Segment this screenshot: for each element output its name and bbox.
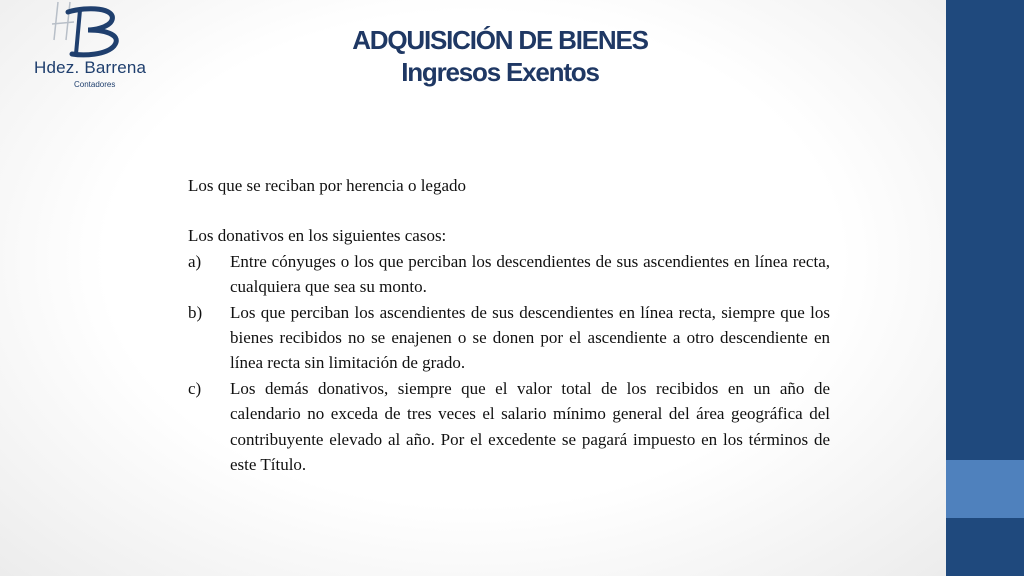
right-accent-block xyxy=(946,460,1024,518)
list-marker: a) xyxy=(188,251,202,271)
company-logo xyxy=(28,0,148,100)
list-item-b xyxy=(188,300,830,376)
paragraph-spacer xyxy=(188,198,830,223)
title-line-1: ADQUISICIÓN DE BIENES xyxy=(352,25,648,55)
logo-name: Hdez. Barrena xyxy=(34,58,147,77)
slide-body xyxy=(188,173,830,477)
logo-monogram-icon xyxy=(28,0,148,62)
list-marker: b) xyxy=(188,302,203,322)
list-item-c xyxy=(188,376,830,478)
list-item-text: Los demás donativos, siempre que el valor total de los recibidos en un año de calendario no exceda de tres veces el salario mínimo general del área geográfica del contribuyente elevado al año. Por el excedente se pagará impuesto en los términos de este Título. xyxy=(230,378,830,475)
list-marker: c) xyxy=(188,378,202,398)
list-item-text: Los que perciban los ascendientes de sus descendientes en línea recta, siempre que los bienes recibidos no se enajenen o se donen por el ascendiente a otro descendiente en línea recta sin limitación de grado. xyxy=(230,302,830,373)
lead-paragraph: Los donativos en los siguientes casos: xyxy=(188,226,447,246)
list-item-a xyxy=(188,249,830,300)
list-item-text: Entre cónyuges o los que perciban los descendientes de sus ascendientes en línea recta, cualquiera que sea su monto. xyxy=(230,251,830,297)
slide-title xyxy=(250,24,750,88)
title-line-2: Ingresos Exentos xyxy=(401,57,599,87)
intro-paragraph: Los que se reciban por herencia o legado xyxy=(188,176,467,195)
logo-subtitle: Contadores xyxy=(74,80,116,89)
